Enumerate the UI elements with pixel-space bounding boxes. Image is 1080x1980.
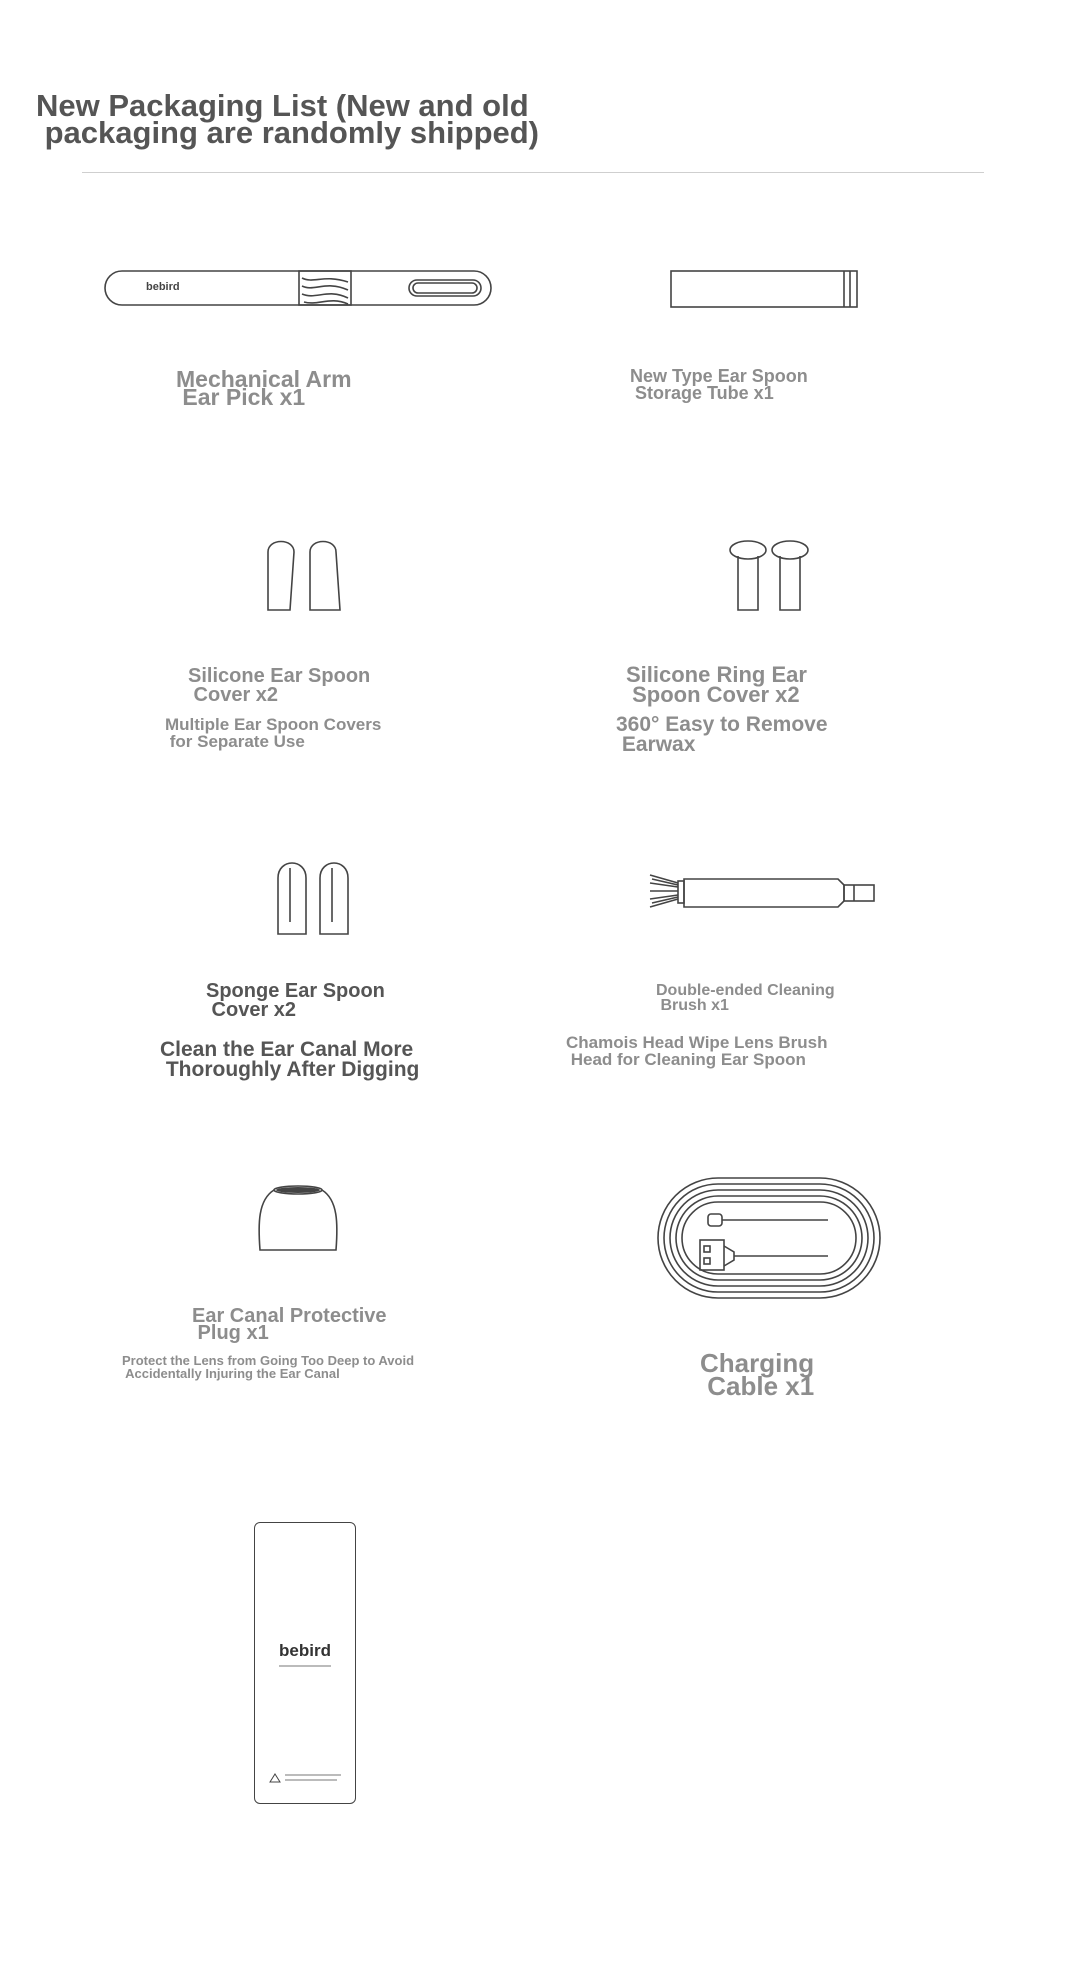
item-3-desc: Multiple Ear Spoon Covers for Separate Use [165, 715, 382, 751]
item-3-name: Silicone Ear Spoon Cover x2 [188, 665, 371, 706]
page-title: New Packaging List (New and old packaging are randomly shipped) [36, 88, 540, 150]
storage-tube-icon [670, 270, 860, 310]
item-4-desc: 360° Easy to Remove Earwax [616, 713, 828, 756]
sponge-cover-icon [276, 862, 354, 936]
item-6-name: Double-ended Cleaning Brush x1 [656, 982, 835, 1014]
item-7-desc: Protect the Lens from Going Too Deep to Avoid Accidentally Injuring the Ear Canal [122, 1353, 415, 1381]
item-5-desc: Clean the Ear Canal More Thoroughly After Digging [160, 1038, 420, 1081]
item-5-name: Sponge Ear Spoon Cover x2 [206, 980, 385, 1021]
charging-cable-icon [656, 1176, 884, 1304]
protective-plug-icon [256, 1184, 340, 1252]
manual-booklet-icon [254, 1522, 356, 1804]
ear-pick-brand: bebird [146, 281, 180, 293]
manual-footnote-lines-2 [285, 1779, 337, 1781]
item-6-desc: Chamois Head Wipe Lens Brush Head for Cleaning Ear Spoon [566, 1033, 828, 1069]
cleaning-brush-icon [648, 873, 880, 913]
item-8-name: Charging Cable x1 [700, 1348, 815, 1401]
item-7-name: Ear Canal Protective Plug x1 [192, 1305, 387, 1344]
warning-icon [269, 1773, 281, 1783]
item-2-name: New Type Ear Spoon Storage Tube x1 [630, 366, 808, 403]
ring-cover-icon [728, 538, 812, 612]
manual-subtitle-lines [279, 1665, 331, 1667]
silicone-cover-icon [264, 540, 344, 612]
item-4-name: Silicone Ring Ear Spoon Cover x2 [626, 662, 807, 707]
divider [82, 172, 984, 173]
manual-footnote-lines [285, 1774, 341, 1776]
manual-brand: bebird [279, 1641, 331, 1660]
item-1-name: Mechanical Arm Ear Pick x1 [176, 366, 352, 410]
